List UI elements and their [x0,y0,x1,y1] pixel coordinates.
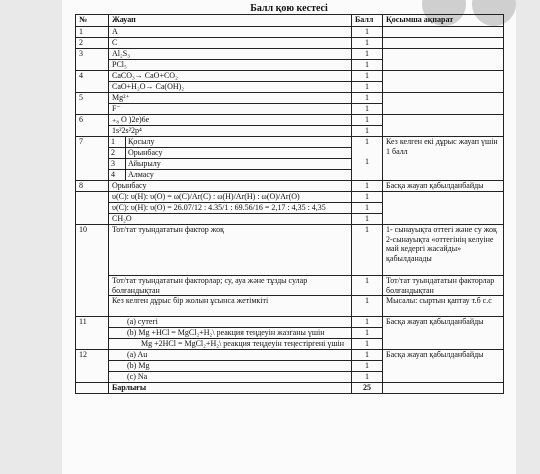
table-row: 5 Mg²⁺ 1 [76,93,504,104]
table-row: F⁻ 1 [76,104,504,115]
table-row: Кез келген дұрыс бір жолын ұсынса жетімкіті 1 Мысалы: сыртын қаптау т.б с.с [76,296,504,317]
header-num: № [76,15,109,27]
table-row: 2 C 1 [76,38,504,49]
table-row: 10 Тот/тат туындататын фактор жоқ 1 1- сынауықта оттегі және су жоқ 2-сынауықта «оттегінің келуіне май кедергі жасайды» қабылданады [76,225,504,276]
table-header [76,15,504,27]
table-row: CaO+H₂O→ Ca(OH)₂ 1 [76,82,504,93]
table-row: 7 1 Қосылу 2 Орынбасу 3 Айырылу 4 Алмасу 1 1 Кез келген екі дұрыс жауап үшін 1 балл [76,137,504,181]
table-row: 8 Орынбасу 1 Басқа жауап қабылданбайды [76,181,504,192]
table-row: 1 A 1 [76,27,504,38]
table-row: 11 (a) сутегі 1 Басқа жауап қабылданбайды [76,317,504,328]
page-title: Балл қою кестесі [250,3,328,14]
table-row: PCl₅ 1 [76,60,504,71]
table-row: (c) Na 1 [76,372,504,383]
total-label: Барлығы [109,383,352,394]
table-row: 1s²2s²2p⁴ 1 [76,126,504,137]
table-row: CH₂O 1 [76,214,504,225]
table-row: (b) Mg 1 [76,361,504,372]
total-row [76,383,504,394]
total-score: 25 [352,383,383,394]
scoring-table [75,14,504,394]
table-row: υ(C): υ(H): υ(O) = ω(C)/Ar(C) : ω(H)/Ar(H) : ω(O)/Ar(O) 1 [76,192,504,203]
nested-list: 1 Қосылу 2 Орынбасу 3 Айырылу 4 Алмасу [109,137,351,180]
table-row: Mg +2HCl = MgCl₂+H₂\ реакция теңдеуін теңестіргені үшін 1 [76,339,504,350]
table-row: 12 (a) Au 1 Басқа жауап қабылданбайды [76,350,504,361]
table-row: 3 Al₂S₃ 1 [76,49,504,60]
header-answer: Жауап [109,15,352,27]
table-row: (b) Mg +HCl = MgCl₂+H₂\ реакция теңдеуін жазғаны үшін 1 [76,328,504,339]
table-row: υ(C): υ(H): υ(O) = 26.07/12 : 4.35/1 : 69.56/16 = 2,17 : 4,35 : 4,35 1 [76,203,504,214]
table-row: Тот/тат туындататын факторлар; су, ауа және тұзды сулар болғандықтан 1 Тот/тат туындататын факторлар болғандықтан [76,276,504,296]
document-page [62,0,516,474]
header-score: Балл [352,15,383,27]
table-row: 4 CaCO₃→ CaO+CO₂ 1 [76,71,504,82]
table-row: 6 ₊₈ O )2e)6e 1 [76,115,504,126]
header-extra: Қосымша ақпарат [383,15,504,27]
